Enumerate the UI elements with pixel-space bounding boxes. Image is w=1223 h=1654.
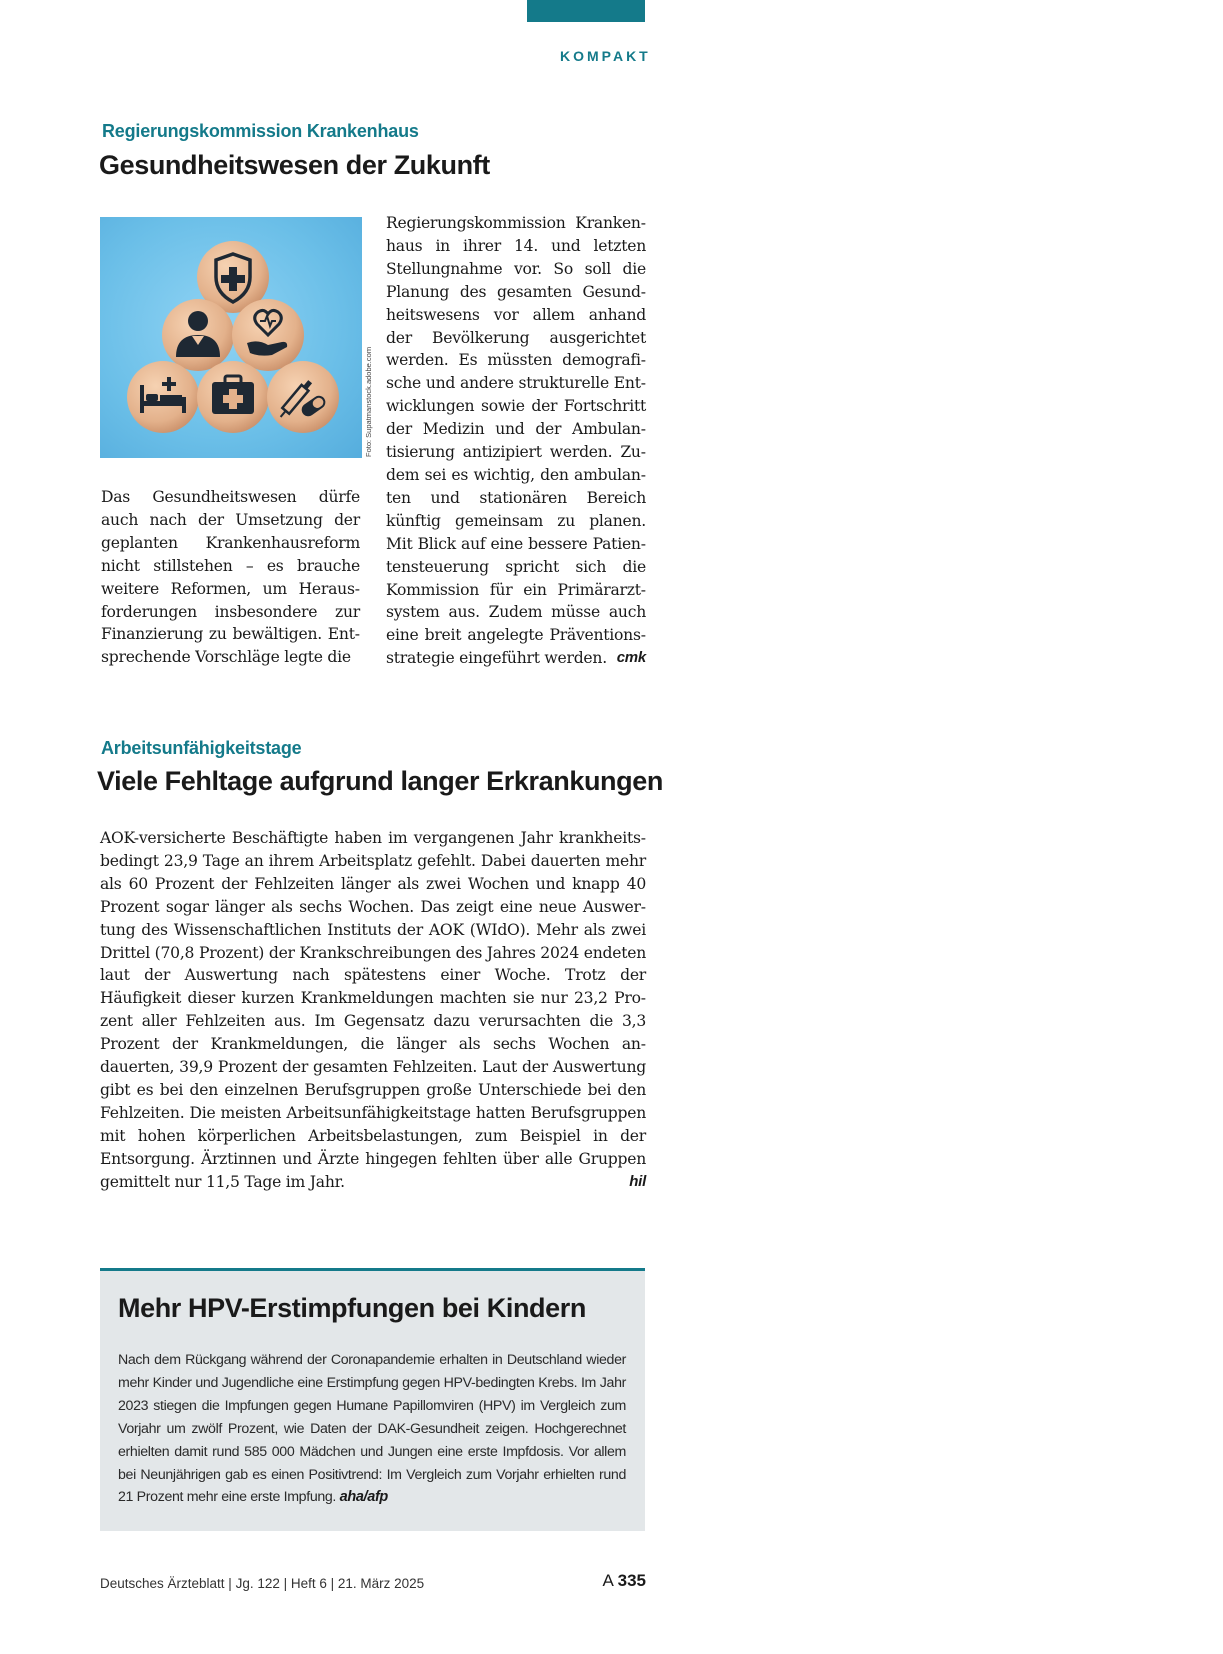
article1-photo [100,217,362,458]
top-accent-bar [527,0,645,22]
article2-signature: hil [629,1172,646,1190]
article2-headline: Viele Fehltage aufgrund langer Erkrankungen [97,766,663,796]
page-number-value: 335 [617,1571,646,1590]
article1-kicker: Regierungskommission Krankenhaus [102,121,419,141]
heart-hand-icon [232,299,304,371]
box-title: Mehr HPV-Erstimpfungen bei Kindern [118,1293,586,1323]
page-prefix: A [602,1571,613,1590]
doctor-icon [162,299,234,371]
article1-col-left-text: Das Gesundheitswesen dürfe auch nach der Umsetzung der geplanten Krankenhausreform nicht stillstehen – es brauche weitere Reformen, um Herausforderungen insbesondere zur Finanzierung zu bewältigen. Entsprechende Vorschläge legte die [101,488,360,667]
hpv-info-box [100,1268,645,1531]
article1-headline: Gesundheitswesen der Zukunft [99,150,490,180]
box-body [118,1349,626,1509]
section-label: KOMPAKT [560,48,651,64]
page-number [560,1571,646,1591]
footer-citation: Deutsches Ärzteblatt | Jg. 122 | Heft 6 | 21. März 2025 [100,1576,425,1591]
syringe-pill-icon [267,361,339,433]
article2-body-text: AOK-versicherte Beschäftigte haben im vergangenen Jahr krankheitsbedingt 23,9 Tage an ihrem Arbeitsplatz gefehlt. Dabei dauerten mehr als 60 Prozent der Fehlzeiten länger als zwei Wochen und knapp 40 Prozent sogar länger als sechs Wochen. Das zeigt eine neue Auswertung des Wissenschaftlichen Instituts der AOK (WIdO). Mehr als zwei Drittel (70,8 Prozent) der Krankschreibungen des Jahres 2024 endeten laut der Auswertung nach spätestens einer Woche. Trotz der Häufigkeit dieser kurzen Krankmeldungen machten sie nur 23,2 Prozent aller Fehlzeiten aus. Im Gegensatz dazu verursachten die 3,3 Prozent der Krankmeldungen, die länger als sechs Wochen andauerten, 39,9 Prozent der gesamten Fehlzeiten. Laut der Auswertung gibt es bei den einzelnen Berufsgruppen große Unterschiede bei den Fehlzeiten. Die meisten Arbeitsunfähigkeitstage hatten Berufsgruppen mit hohen körperlichen Arbeitsbelastungen, zum Beispiel in der Entsorgung. Ärztinnen und Ärzte hingegen fehlten über alle Gruppen gemittelt nur 11,5 Tage im Jahr. [100,829,646,1191]
article2-kicker: Arbeitsunfähigkeitstage [101,738,302,758]
article1-col-right-text: Regierungskommission Krankenhaus in ihrer 14. und letzten Stellungnahme vor. So soll die Planung des gesamten Gesundheitswesens vor allem anhand der Bevölkerung ausgerichtet werden. Es müssten demografische und andere strukturelle Entwicklungen sowie der Fortschritt der Medizin und der Ambulantisierung antizipiert werden. Zudem sei es wichtig, den ambulanten und stationären Bereich künftig gemeinsam zu planen. Mit Blick auf eine bessere Patientensteuerung spricht sich die Kommission für ein Primärarztsystem aus. Zudem müsse auch eine breit angelegte Präventionsstrategie eingeführt werden. [386,214,646,668]
first-aid-kit-icon [197,361,269,433]
box-body-text: Nach dem Rückgang während der Coronapandemie erhalten in Deutschland wieder mehr Kinder und Jugendliche eine Erstimpfung gegen HPV-bedingten Krebs. Im Jahr 2023 stiegen die Impfungen gegen Humane Papillomviren (HPV) im Vergleich zum Vorjahr um zwölf Prozent, wie Daten der DAK-Gesundheit zeigen. Hochgerechnet erhielten damit rund 585 000 Mädchen und Jungen eine erste Impfdosis. Vor allem bei Neunjährigen gab es einen Positivtrend: Im Vergleich zum Vorjahr erhielten rund 21 Prozent mehr eine erste Impfung. [118,1352,626,1506]
hospital-bed-icon [127,361,199,433]
article1-column-left [101,486,360,669]
photo-credit: Foto: Supatmanstock.adobe.com [364,346,373,457]
article1-signature: cmk [616,649,646,667]
article1-column-right [386,212,646,670]
box-signature: aha/afp [339,1489,388,1506]
article2-body [100,827,646,1194]
